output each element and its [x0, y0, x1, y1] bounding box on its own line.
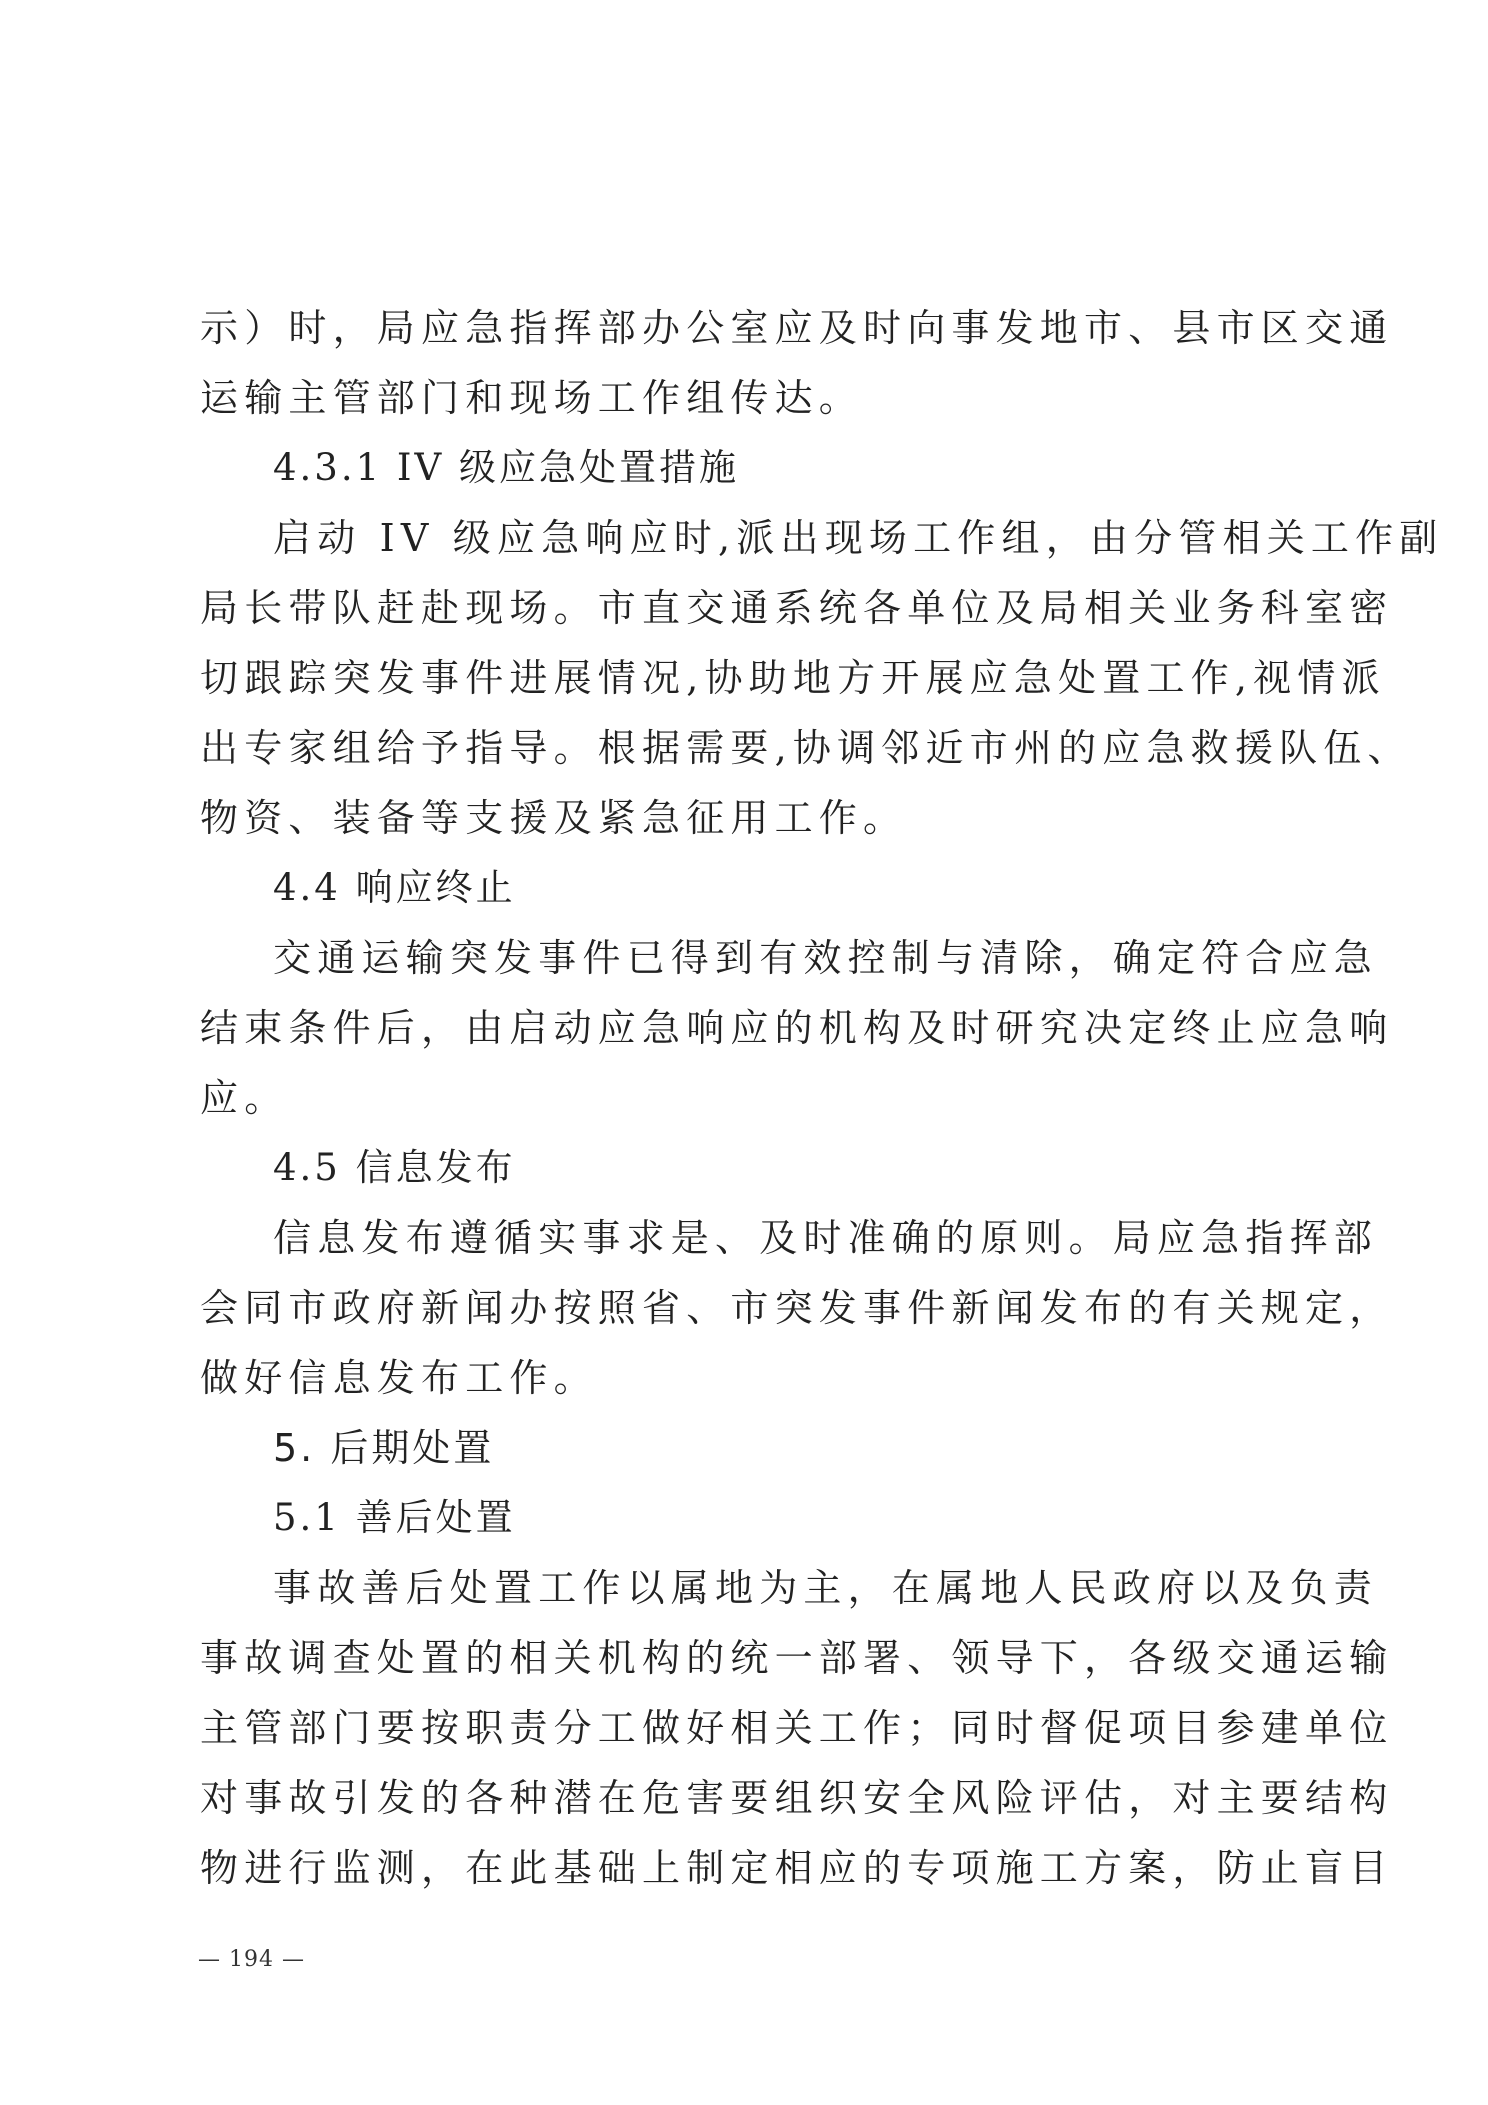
body-text-line: 应。 [200, 1076, 289, 1120]
body-text-line: 物资、装备等支援及紧急征用工作。 [200, 796, 908, 840]
body-text-line: 启动 IV 级应急响应时,派出现场工作组，由分管相关工作副 [273, 516, 1444, 560]
section-heading-4-3-1: 4.3.1 IV 级应急处置措施 [273, 446, 740, 489]
body-text-line: 出专家组给予指导。根据需要,协调邻近市州的应急救援队伍、 [200, 726, 1412, 770]
body-text-line: 局长带队赶赴现场。市直交通系统各单位及局相关业务科室密 [200, 586, 1394, 630]
section-heading-5-1: 5.1 善后处置 [273, 1496, 516, 1539]
body-text-line: 做好信息发布工作。 [200, 1356, 598, 1400]
body-text-line: 结束条件后，由启动应急响应的机构及时研究决定终止应急响 [200, 1006, 1394, 1050]
body-text-line: 切跟踪突发事件进展情况,协助地方开展应急处置工作,视情派 [200, 656, 1386, 700]
body-text-line: 信息发布遵循实事求是、及时准确的原则。局应急指挥部 [273, 1216, 1379, 1260]
body-text-line: 交通运输突发事件已得到有效控制与清除，确定符合应急 [273, 936, 1379, 980]
body-text-line: 运输主管部门和现场工作组传达。 [200, 376, 864, 420]
body-text-line: 会同市政府新闻办按照省、市突发事件新闻发布的有关规定， [200, 1286, 1394, 1330]
body-text-line: 事故善后处置工作以属地为主，在属地人民政府以及负责 [273, 1566, 1379, 1610]
page-number: — 194 — [198, 1947, 305, 1972]
section-heading-4-5: 4.5 信息发布 [273, 1146, 516, 1189]
section-heading-5: 5. 后期处置 [273, 1426, 495, 1470]
body-text-line: 示）时，局应急指挥部办公室应及时向事发地市、县市区交通 [200, 306, 1394, 350]
body-text-line: 物进行监测，在此基础上制定相应的专项施工方案，防止盲目 [200, 1846, 1394, 1890]
section-heading-4-4: 4.4 响应终止 [273, 866, 516, 909]
body-text-line: 主管部门要按职责分工做好相关工作；同时督促项目参建单位 [200, 1706, 1394, 1750]
body-text-line: 事故调查处置的相关机构的统一部署、领导下，各级交通运输 [200, 1636, 1394, 1680]
body-text-line: 对事故引发的各种潜在危害要组织安全风险评估，对主要结构 [200, 1776, 1394, 1820]
